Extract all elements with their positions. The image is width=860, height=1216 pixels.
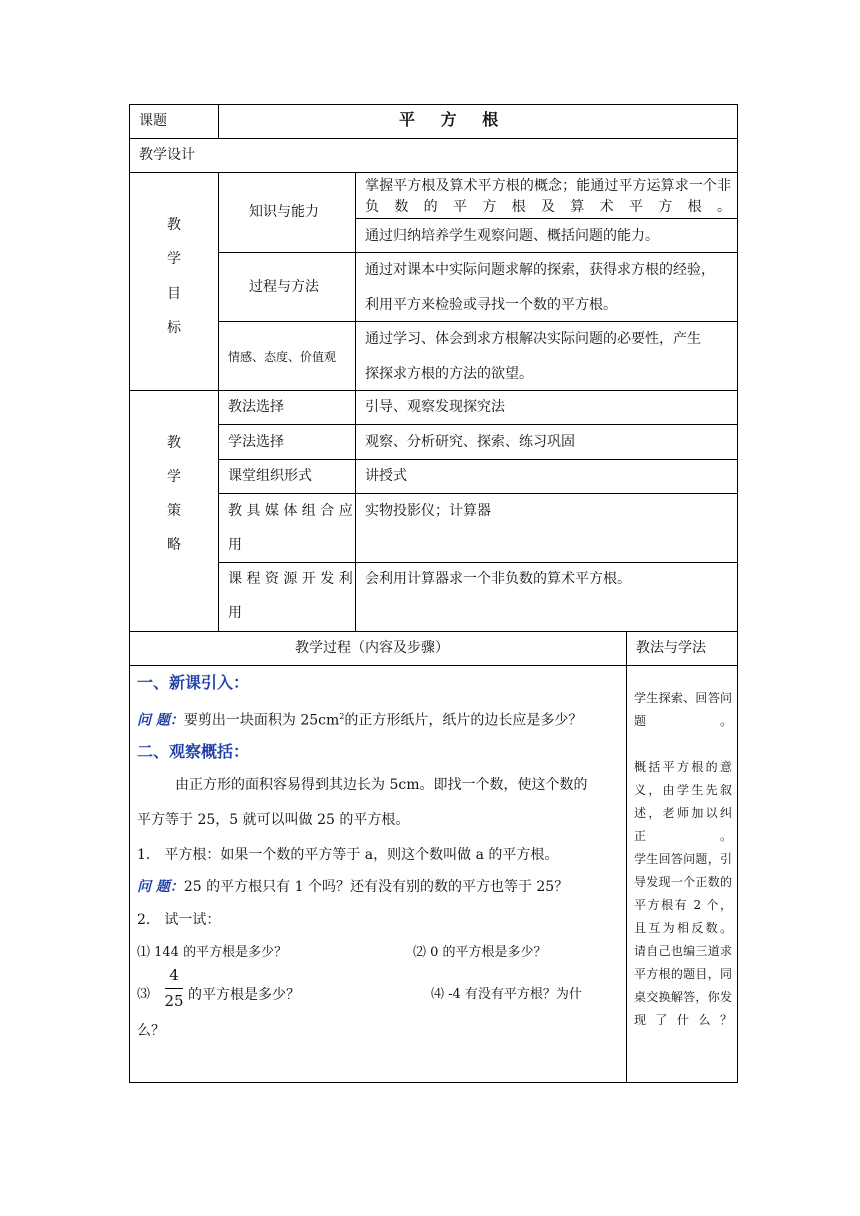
page-title: 平 方 根 <box>399 110 509 129</box>
strategy-group-char: 教 <box>167 435 181 451</box>
try-item: 2． 试一试： <box>137 912 221 928</box>
goals-group-char: 目 <box>167 286 181 302</box>
fraction-denominator: 25 <box>164 992 184 1010</box>
strategy-value-resources: 会利用计算器求一个非负数的算术平方根。 <box>365 571 631 587</box>
goal-text-emotion-2: 探探求方根的方法的欲望。 <box>365 366 533 382</box>
question-2: 问 题：25 的平方根只有 1 个吗？还有没有别的数的平方也等于 25？ <box>137 879 569 895</box>
strategy-value-learning: 观察、分析研究、探索、练习巩固 <box>365 434 575 450</box>
goal-label-process: 过程与方法 <box>249 279 319 295</box>
process-header: 教学过程（内容及步骤） <box>295 640 449 656</box>
section-observe-heading: 二、观察概括： <box>137 742 250 761</box>
goal-text-knowledge: 掌握平方根及算术平方根的概念；能通过平方运算求一个非负数的平方根及算术平方根。 <box>365 178 731 215</box>
strategy-value-teaching: 引导、观察发现探究法 <box>365 399 505 415</box>
topic-label: 课题 <box>139 113 167 129</box>
exercise-3-number: ⑶ <box>137 987 151 1002</box>
definition-item: 1． 平方根：如果一个数的平方等于 a，则这个数叫做 a 的平方根。 <box>137 847 559 863</box>
strategy-label-resources-cont: 用 <box>228 605 242 621</box>
strategy-label-learning: 学法选择 <box>228 434 284 450</box>
exercise-3-text: 的平方根是多少？ <box>188 987 300 1003</box>
fraction-bar <box>165 988 183 989</box>
side-note-4: 请自己也编三道求平方根的题目，同桌交换解答，你发现了什么？ <box>634 944 732 1027</box>
goals-group-char: 教 <box>167 217 181 233</box>
strategy-value-organization: 讲授式 <box>365 468 407 484</box>
lesson-plan-table <box>129 104 738 1083</box>
paragraph-line-1: 由正方形的面积容易得到其边长为 5cm。即找一个数，使这个数的 <box>175 777 588 793</box>
paragraph-line-2: 平方等于 25，5 就可以叫做 25 的平方根。 <box>137 812 410 828</box>
goal-text-process-2: 利用平方来检验或寻找一个数的平方根。 <box>365 297 617 313</box>
goals-group-char: 学 <box>167 251 181 267</box>
strategy-label-organization: 课堂组织形式 <box>228 468 312 484</box>
exercise-4: ⑷ -4 有没有平方根？为什 <box>431 987 582 1002</box>
side-note-2: 概括平方根的意义，由学生先叙述，老师加以纠正。 <box>634 760 732 843</box>
goal-text-ability: 通过归纳培养学生观察问题、概括问题的能力。 <box>365 228 659 244</box>
goal-label-knowledge: 知识与能力 <box>249 204 319 220</box>
goals-group-char: 标 <box>167 320 181 336</box>
goal-label-emotion: 情感、态度、价值观 <box>228 350 337 364</box>
question-label: 问 题： <box>137 712 184 729</box>
exercise-4-cont: 么？ <box>137 1023 165 1039</box>
exercise-1: ⑴ 144 的平方根是多少？ <box>137 945 288 960</box>
strategy-label-teaching: 教法选择 <box>228 399 284 415</box>
side-note-3: 学生回答问题，引导发现一个正数的平方根有 2 个，且互为相反数。 <box>634 852 732 935</box>
exercise-2: ⑵ 0 的平方根是多少？ <box>413 945 547 960</box>
strategy-value-media: 实物投影仪；计算器 <box>365 503 491 519</box>
goal-text-emotion-1: 通过学习、体会到求方根解决实际问题的必要性，产生 <box>365 331 701 347</box>
strategy-group-char: 略 <box>167 537 181 553</box>
fraction-4-over-25 <box>163 966 185 1014</box>
side-note-1: 学生探索、回答问题。 <box>634 691 732 728</box>
strategy-label-media-cont: 用 <box>228 537 242 553</box>
section-intro-heading: 一、新课引入： <box>137 673 250 692</box>
question-1: 问 题：要剪出一块面积为 $25cm^2$的正方形纸片，纸片的边长应是多少？ <box>137 712 583 729</box>
methods-header: 教法与学法 <box>636 640 706 656</box>
goal-text-process-1: 通过对课本中实际问题求解的探索，获得求方根的经验， <box>365 262 715 278</box>
question-label: 问 题： <box>137 879 184 895</box>
fraction-numerator: 4 <box>169 966 179 984</box>
strategy-group-char: 学 <box>167 469 181 485</box>
design-label: 教学设计 <box>139 147 195 163</box>
strategy-label-resources: 课 程 资 源 开 发 利 <box>228 571 353 587</box>
strategy-group-char: 策 <box>167 503 181 519</box>
strategy-label-media: 教 具 媒 体 组 合 应 <box>228 503 353 519</box>
